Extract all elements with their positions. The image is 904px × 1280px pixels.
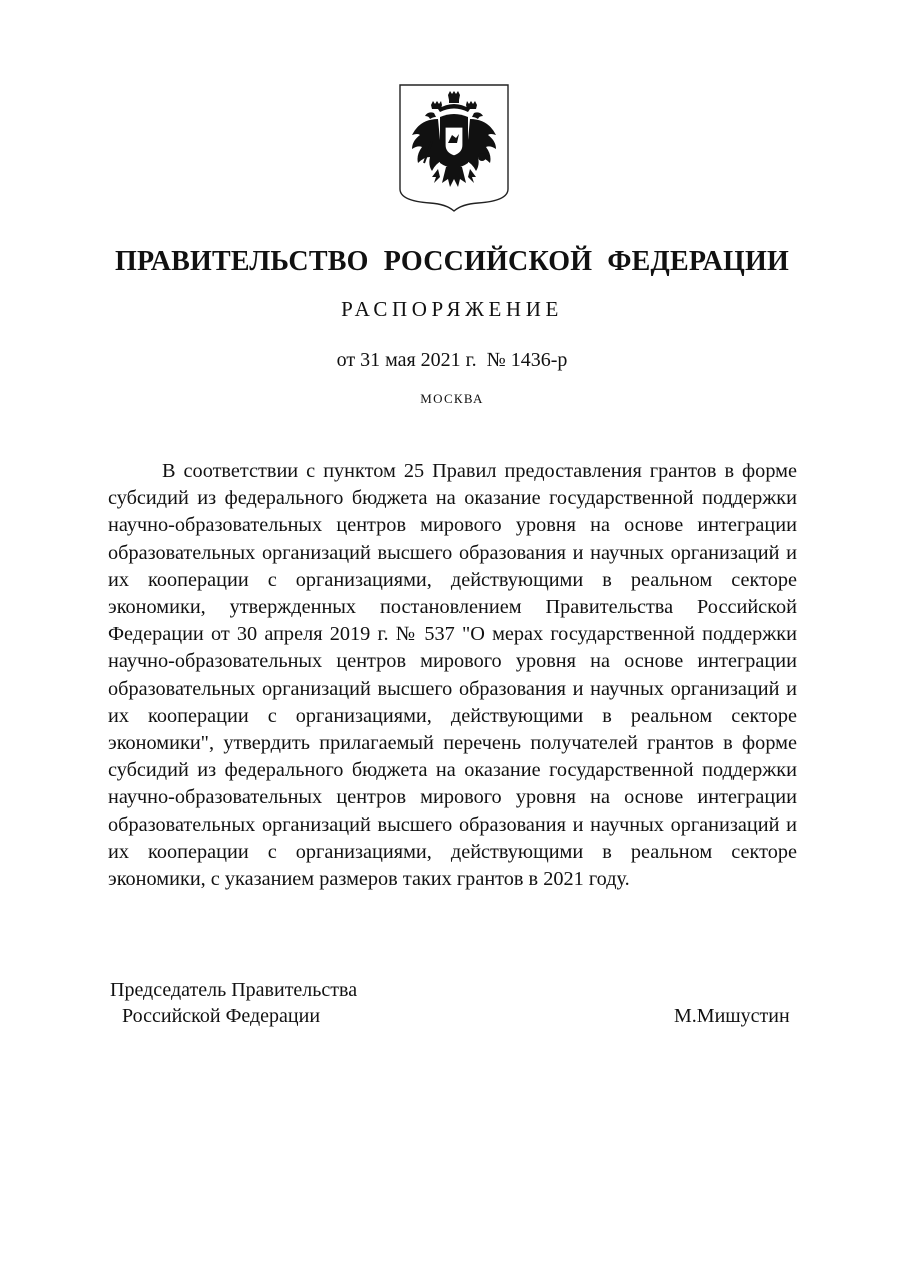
signatory-name: М.Мишустин <box>674 1005 790 1027</box>
signatory-position-line-2: Российской Федерации <box>122 1005 321 1027</box>
document-place: МОСКВА <box>420 391 484 406</box>
document-type: РАСПОРЯЖЕНИЕ <box>341 297 563 321</box>
government-title: ПРАВИТЕЛЬСТВО РОССИЙСКОЙ ФЕДЕРАЦИИ <box>115 246 789 277</box>
document-date-number: от 31 мая 2021 г. № 1436-р <box>336 349 568 371</box>
signatory-position-line-1: Председатель Правительства <box>110 979 358 1001</box>
russian-coat-of-arms-icon <box>398 83 510 213</box>
body-paragraph: В соответствии с пунктом 25 Правил предоставления грантов в форме субсидий из федерального бюджета на оказание государственной поддержки научно-образовательных центров мирового уровня на основе интеграции образовательных организаций высшего образования и научных организаций и их кооперации с организациями, действующими в реальном секторе экономики, утвержденных постановлением Правительства Российской Федерации от 30 апреля 2019 г. № 537 "О мерах государственной поддержки научно-образовательных центров мирового уровня на основе интеграции образовательных организаций высшего образования и научных организаций и их кооперации с организациями, действующими в реальном секторе экономики", утвердить прилагаемый перечень получателей грантов в форме субсидий из федерального бюджета на оказание государственной поддержки научно-образовательных центров мирового уровня на основе интеграции образовательных организаций высшего образования и научных организаций и их кооперации с организациями, действующими в реальном секторе экономики, с указанием размеров таких грантов в 2021 году. <box>108 460 797 891</box>
signatory-position <box>110 977 357 1029</box>
